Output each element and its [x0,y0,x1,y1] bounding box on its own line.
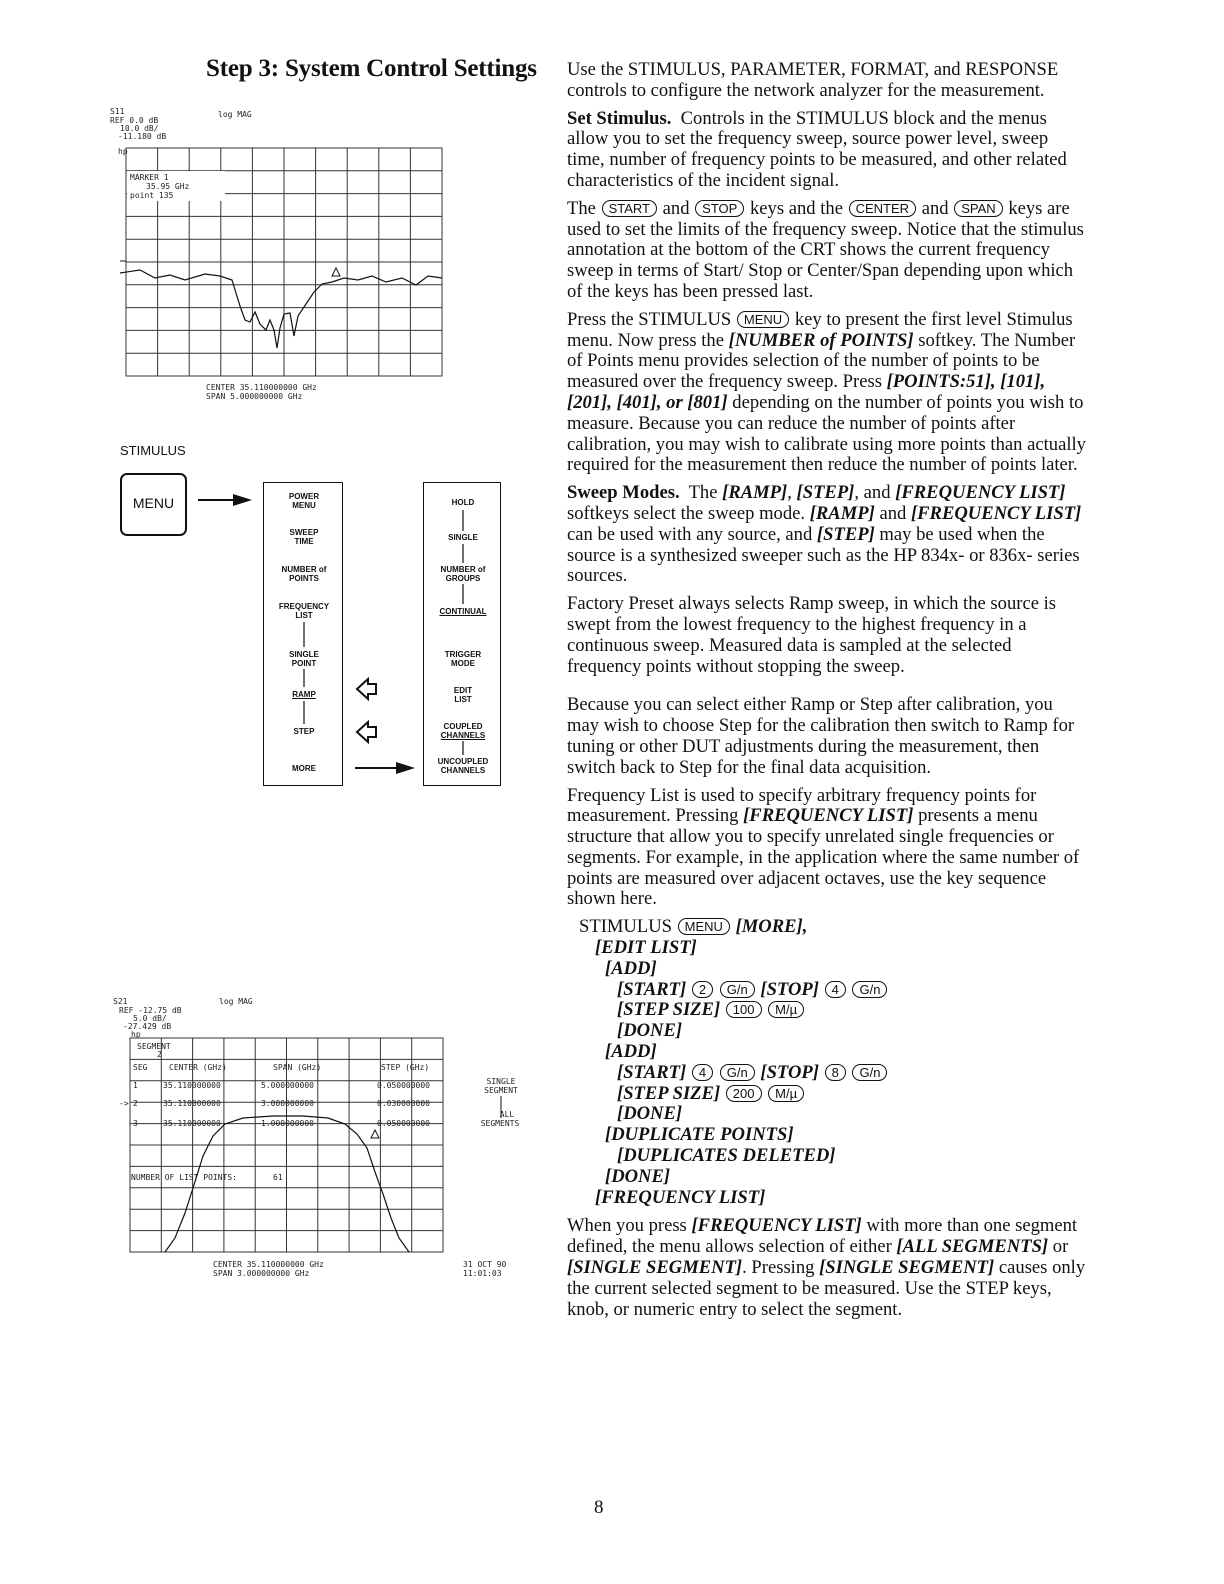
table-cell: 3 [133,1119,138,1128]
table-cell: 35.110000000 [163,1099,221,1108]
heading-sweep-modes: Sweep Modes. [567,482,680,504]
hp-label: hp [131,1030,141,1039]
paragraph-stimulus-menu: Press the STIMULUS MENU key to present the first level Stimulus menu. Now press the [NUMBER of POINTS] softkey. The Number of Points menu provides selection of the number of points to be measured over the frequency sweep. Press [POINTS:51], [101], [201], [401], or [801] depending on the number of points you wish to measure. Because you can reduce the number of points after calibration, you may wish to calibrate using more points than actually required for the measurement then reduce the number of points later. [567,308,1086,476]
col-header-step: STEP (GHz) [381,1063,430,1072]
table-cell: 1.000000000 [261,1119,314,1128]
paragraph-intro: Use the STIMULUS, PARAMETER, FORMAT, and RESPONSE controls to configure the network analyzer for the measurement. [567,59,1059,101]
paragraph-sweep-modes: Sweep Modes. The [RAMP], [STEP], and [FREQUENCY LIST] softkeys select the sweep mode. [RAMP] and [FREQUENCY LIST] can be used with any source, and [STEP] may be used when the source is a synthesized sweeper such as the HP 834x- or 836x- series sources. [567,482,1082,587]
stimulus-label: STIMULUS [120,443,186,458]
menu-key-label: MENU [132,495,175,511]
table-cell: 2 [133,1099,138,1108]
softkey-single-point[interactable]: SINGLE POINT [289,650,319,668]
menu1-connector-lines [264,483,344,787]
table-cell: 35.110000000 [163,1119,221,1128]
key-sequence: STIMULUS MENU [MORE], [EDIT LIST] [ADD] [START] 2 G/n [STOP] 4 G/n [STEP SIZE] 100 M/µ [DONE] [ADD] [START] 4 G/n [STOP] 8 G/n [STEP SIZE] 200 M/µ [DONE] [DUPLICATE POINTS] [DUPLICATES DELETED] [DONE] [FREQUENCY LIST] [567,917,1089,1208]
span-annotation: SPAN 5.000000000 GHz [206,392,303,401]
table-cell: 0.030000000 [377,1099,430,1108]
segment-number: 2 [157,1050,162,1059]
time-annotation: 11:01:03 [463,1269,502,1278]
softkey-power-menu[interactable]: POWER MENU [288,492,320,510]
paragraph-start-stop: The START and STOP keys and the CENTER and SPAN keys are used to set the limits of the frequency sweep. Notice that the stimulus annotation at the bottom of the CRT shows the current frequency sweep in terms of Start/ Stop or Center/Span depending upon which of the keys has been pressed last. [567,197,1084,302]
table-cell: 0.050000000 [377,1081,430,1090]
menu-key-ref: MENU [737,311,789,328]
param-label: S11 [110,107,125,116]
param-label: S21 [113,997,128,1006]
list-points-value: 61 [273,1173,283,1182]
start-key: START [602,200,657,217]
softkey-frequency-list[interactable]: FREQUENCY LIST [278,602,330,620]
paragraph-factory-preset: Factory Preset always selects Ramp sweep, in which the source is swept from the lowest frequency to the highest frequency in a continuous sweep. Measured data is sampled at the selected frequency points without stopping the sweep. [567,593,1056,677]
table-cell: 3.000000000 [261,1099,314,1108]
col-header-span: SPAN (GHz) [273,1063,322,1072]
ref-label: REF 0.0 dB [110,116,159,125]
table-cell: 1 [133,1081,138,1090]
marker-value-label: -27.429 dB [123,1022,172,1031]
softkey-sweep-time[interactable]: SWEEP TIME [289,528,319,546]
marker-frequency: 35.95 GHz [146,182,190,191]
softkey-continual[interactable]: CONTINUAL [439,607,487,616]
table-cell: 0.050000000 [377,1119,430,1128]
paragraph-segments: When you press [FREQUENCY LIST] with more than one segment defined, the menu allows selection of either [ALL SEGMENTS] or [SINGLE SEGMENT]. Pressing [SINGLE SEGMENT] causes only the current selected segment to be measured. Use the STEP keys, knob, or numeric entry to select the segment. [567,1215,1086,1320]
body-text-column [567,60,1089,1327]
stimulus-softkey-menu [263,482,343,786]
table-cell: 5.000000000 [261,1081,314,1090]
softkey-trigger-mode[interactable]: TRIGGER MODE [444,650,482,668]
hollow-arrow-left-icon [355,677,379,701]
hollow-arrow-left-icon [355,720,379,744]
arrow-right-icon [352,758,418,778]
table-cell: 35.110000000 [163,1081,221,1090]
center-annotation: CENTER 35.110000000 GHz [213,1260,324,1269]
marker-label: MARKER 1 [130,173,169,182]
paragraph-ramp-step: Because you can select either Ramp or Step after calibration, you may wish to choose Step for the calibration then switch to Ramp for tuning or other DUT adjustments during the measurement, then switch back to Step for the final data acquisition. [567,694,1075,778]
menu2-connector-lines [424,483,502,787]
page-title: Step 3: System Control Settings [206,55,537,82]
softkey-single-segment[interactable]: SINGLE SEGMENT [484,1077,518,1095]
softkey-number-of-groups[interactable]: NUMBER of GROUPS [440,565,486,583]
s11-trace-grid [110,108,455,408]
span-key: SPAN [954,200,1002,217]
arrow-right-icon [195,490,255,510]
softkey-step[interactable]: STEP [293,727,315,736]
date-annotation: 31 OCT 90 [463,1260,507,1269]
ref-label: REF -12.75 dB [119,1006,182,1015]
center-key: CENTER [849,200,916,217]
softkey-uncoupled-channels[interactable]: UNCOUPLED CHANNELS [437,757,489,775]
softkey-all-segments[interactable]: ALL SEGMENTS [480,1110,520,1128]
list-points-label: NUMBER OF LIST POINTS: [131,1173,237,1182]
col-header-seg: SEG [133,1063,148,1072]
crt-screen-s11 [110,108,455,408]
more-softkey-menu [423,482,501,786]
segment-label: SEGMENT [137,1042,171,1051]
page-number: 8 [594,1497,604,1518]
menu-key[interactable] [120,473,187,536]
heading-set-stimulus: Set Stimulus. [567,107,672,129]
menu-key-ref: MENU [678,918,730,935]
span-annotation: SPAN 3.000000000 GHz [213,1269,310,1278]
col-header-center: CENTER (GHz) [169,1063,227,1072]
hp-label: hp [118,147,128,156]
crt-screen-s21 [113,998,533,1288]
marker-point: point 135 [130,191,174,200]
row-marker: -> [119,1099,129,1108]
softkey-coupled-channels[interactable]: COUPLED CHANNELS [440,722,486,740]
paragraph-frequency-list: Frequency List is used to specify arbitrary frequency points for measurement. Pressing [FREQUENCY LIST] presents a menu structure that allow you to specify unrelated single frequencies or segments. For example, in the application where the same number of points are measured over adjacent octaves, use the key sequence shown here. [567,784,1080,910]
scale-label: 10.0 dB/ [120,124,159,133]
softkey-ramp[interactable]: RAMP [292,690,316,699]
softkey-more[interactable]: MORE [292,764,316,773]
softkey-single[interactable]: SINGLE [448,533,478,542]
softkey-number-of-points[interactable]: NUMBER of POINTS [281,565,327,583]
s21-trace-grid [113,998,533,1288]
marker-value-label: -11.180 dB [118,132,167,141]
softkey-edit-list[interactable]: EDIT LIST [453,686,473,704]
stop-key: STOP [695,200,744,217]
format-label: log MAG [218,110,252,119]
paragraph-set-stimulus: Set Stimulus. Controls in the STIMULUS block and the menus allow you to set the frequency sweep, source power level, sweep time, number of frequency points to be measured, and other related characteristics of the incident signal. [567,107,1067,191]
scale-label: 5.0 dB/ [133,1014,167,1023]
center-annotation: CENTER 35.110000000 GHz [206,383,317,392]
softkey-hold[interactable]: HOLD [451,498,475,507]
format-label: log MAG [219,997,253,1006]
